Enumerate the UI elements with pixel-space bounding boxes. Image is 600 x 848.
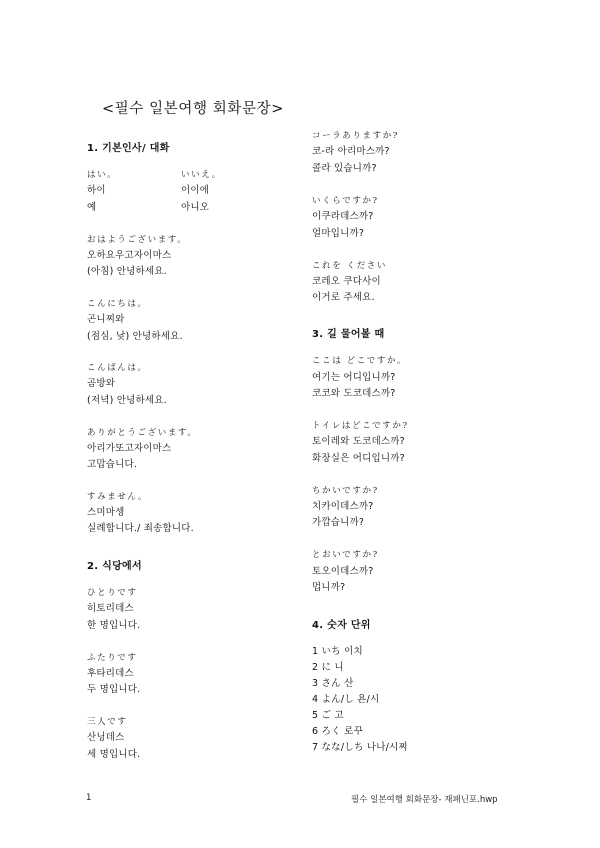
phrase-doko-jp: ここは どこですか。 <box>312 356 408 366</box>
phrase-hitori-meaning: 한 명입니다. <box>87 620 141 631</box>
phrase-doko-reading: 코코와 도코데스까? <box>312 388 396 399</box>
phrase-kore-jp: これを ください <box>312 261 388 271</box>
phrase-toire-reading: 토이레와 도코데스까? <box>312 436 405 447</box>
phrase-iie-reading: 이이에 <box>181 185 210 196</box>
phrase-ohayo-reading: 오하요우고자이마스 <box>87 250 172 261</box>
number-row-2: 2 に 니 <box>312 662 344 673</box>
footer-page-number: 1 <box>86 793 92 803</box>
phrase-toire-jp: トイレはどこですか? <box>312 421 409 431</box>
phrase-chikai-meaning: 가깝습니까? <box>312 517 365 528</box>
phrase-chikai-reading: 치카이데스까? <box>312 501 374 512</box>
phrase-kore-reading: 코레오 쿠다사이 <box>312 276 381 287</box>
phrase-sumimasen-jp: すみません。 <box>87 492 149 502</box>
phrase-iie-jp: いいえ。 <box>181 170 222 180</box>
section-heading-numbers: 4. 숫자 단위 <box>312 620 371 631</box>
phrase-tooi-reading: 토오이데스까? <box>312 566 374 577</box>
phrase-arigato-meaning: 고맙습니다. <box>87 459 138 470</box>
phrase-hitori-reading: 히토리데스 <box>87 603 134 614</box>
section-heading-basic-greetings: 1. 기본인사/ 대화 <box>87 143 170 154</box>
phrase-ikura-reading: 이쿠라데스까? <box>312 211 374 222</box>
number-row-3: 3 さん 산 <box>312 678 354 689</box>
phrase-konnichiwa-jp: こんにちは。 <box>87 299 148 309</box>
phrase-hai-meaning: 예 <box>87 202 97 213</box>
phrase-tooi-meaning: 멉니까? <box>312 582 346 593</box>
phrase-tooi-jp: とおいですか? <box>312 550 379 560</box>
phrase-futari-jp: ふたりです <box>87 653 138 663</box>
phrase-konbanwa-jp: こんばんは。 <box>87 363 148 373</box>
phrase-cola-jp: コーラありますか? <box>312 131 399 141</box>
footer-file-name: 필수 일본여행 회화문장- 재패닌포.hwp <box>351 795 498 805</box>
section-heading-directions: 3. 길 물어볼 때 <box>312 329 385 340</box>
number-row-5: 5 ご 고 <box>312 710 344 721</box>
phrase-iie-meaning: 아니오 <box>181 202 210 213</box>
phrase-cola-meaning: 콜라 있습니까? <box>312 163 377 174</box>
phrase-ikura-meaning: 얼마입니까? <box>312 228 365 239</box>
phrase-chikai-jp: ちかいですか? <box>312 486 379 496</box>
phrase-arigato-reading: 아리가또고자이마스 <box>87 443 172 454</box>
phrase-futari-reading: 후타리데스 <box>87 668 134 679</box>
number-row-1: 1 いち 이치 <box>312 646 363 657</box>
phrase-hai-reading: 하이 <box>87 185 106 196</box>
phrase-sannin-meaning: 세 명입니다. <box>87 749 141 760</box>
number-row-7: 7 なな/しち 나나/시찌 <box>312 742 408 753</box>
phrase-futari-meaning: 두 명입니다. <box>87 684 141 695</box>
number-row-6: 6 ろく 로꾸 <box>312 726 363 737</box>
phrase-hai-jp: はい。 <box>87 170 118 180</box>
phrase-ohayo-jp: おはようございます。 <box>87 235 188 245</box>
phrase-sannin-jp: 三人です <box>87 717 128 727</box>
page-title: <필수 일본여행 회화문장> <box>102 101 284 117</box>
number-row-4: 4 よん/し 욘/시 <box>312 694 380 705</box>
phrase-hitori-jp: ひとりです <box>87 588 138 598</box>
phrase-kore-meaning: 이거로 주세요. <box>312 292 375 303</box>
phrase-doko-meaning: 여기는 어디입니까? <box>312 372 396 383</box>
phrase-ohayo-meaning: (아침) 안녕하세요. <box>87 266 167 277</box>
phrase-sumimasen-meaning: 실례합니다./ 죄송합니다. <box>87 523 194 534</box>
phrase-sumimasen-reading: 스미마셍 <box>87 507 125 518</box>
phrase-toire-meaning: 화장실은 어디입니까? <box>312 453 405 464</box>
phrase-konbanwa-meaning: (저녁) 안녕하세요. <box>87 395 167 406</box>
phrase-sannin-reading: 산닝데스 <box>87 732 125 743</box>
phrase-cola-reading: 코-라 아리마스까? <box>312 146 390 157</box>
section-heading-restaurant: 2. 식당에서 <box>87 561 142 572</box>
phrase-konbanwa-reading: 곰방와 <box>87 378 116 389</box>
phrase-arigato-jp: ありがとうございます。 <box>87 428 198 438</box>
phrase-konnichiwa-reading: 곤니찌와 <box>87 314 125 325</box>
phrase-konnichiwa-meaning: (점심, 낮) 안녕하세요. <box>87 331 183 342</box>
phrase-ikura-jp: いくらですか? <box>312 196 379 206</box>
